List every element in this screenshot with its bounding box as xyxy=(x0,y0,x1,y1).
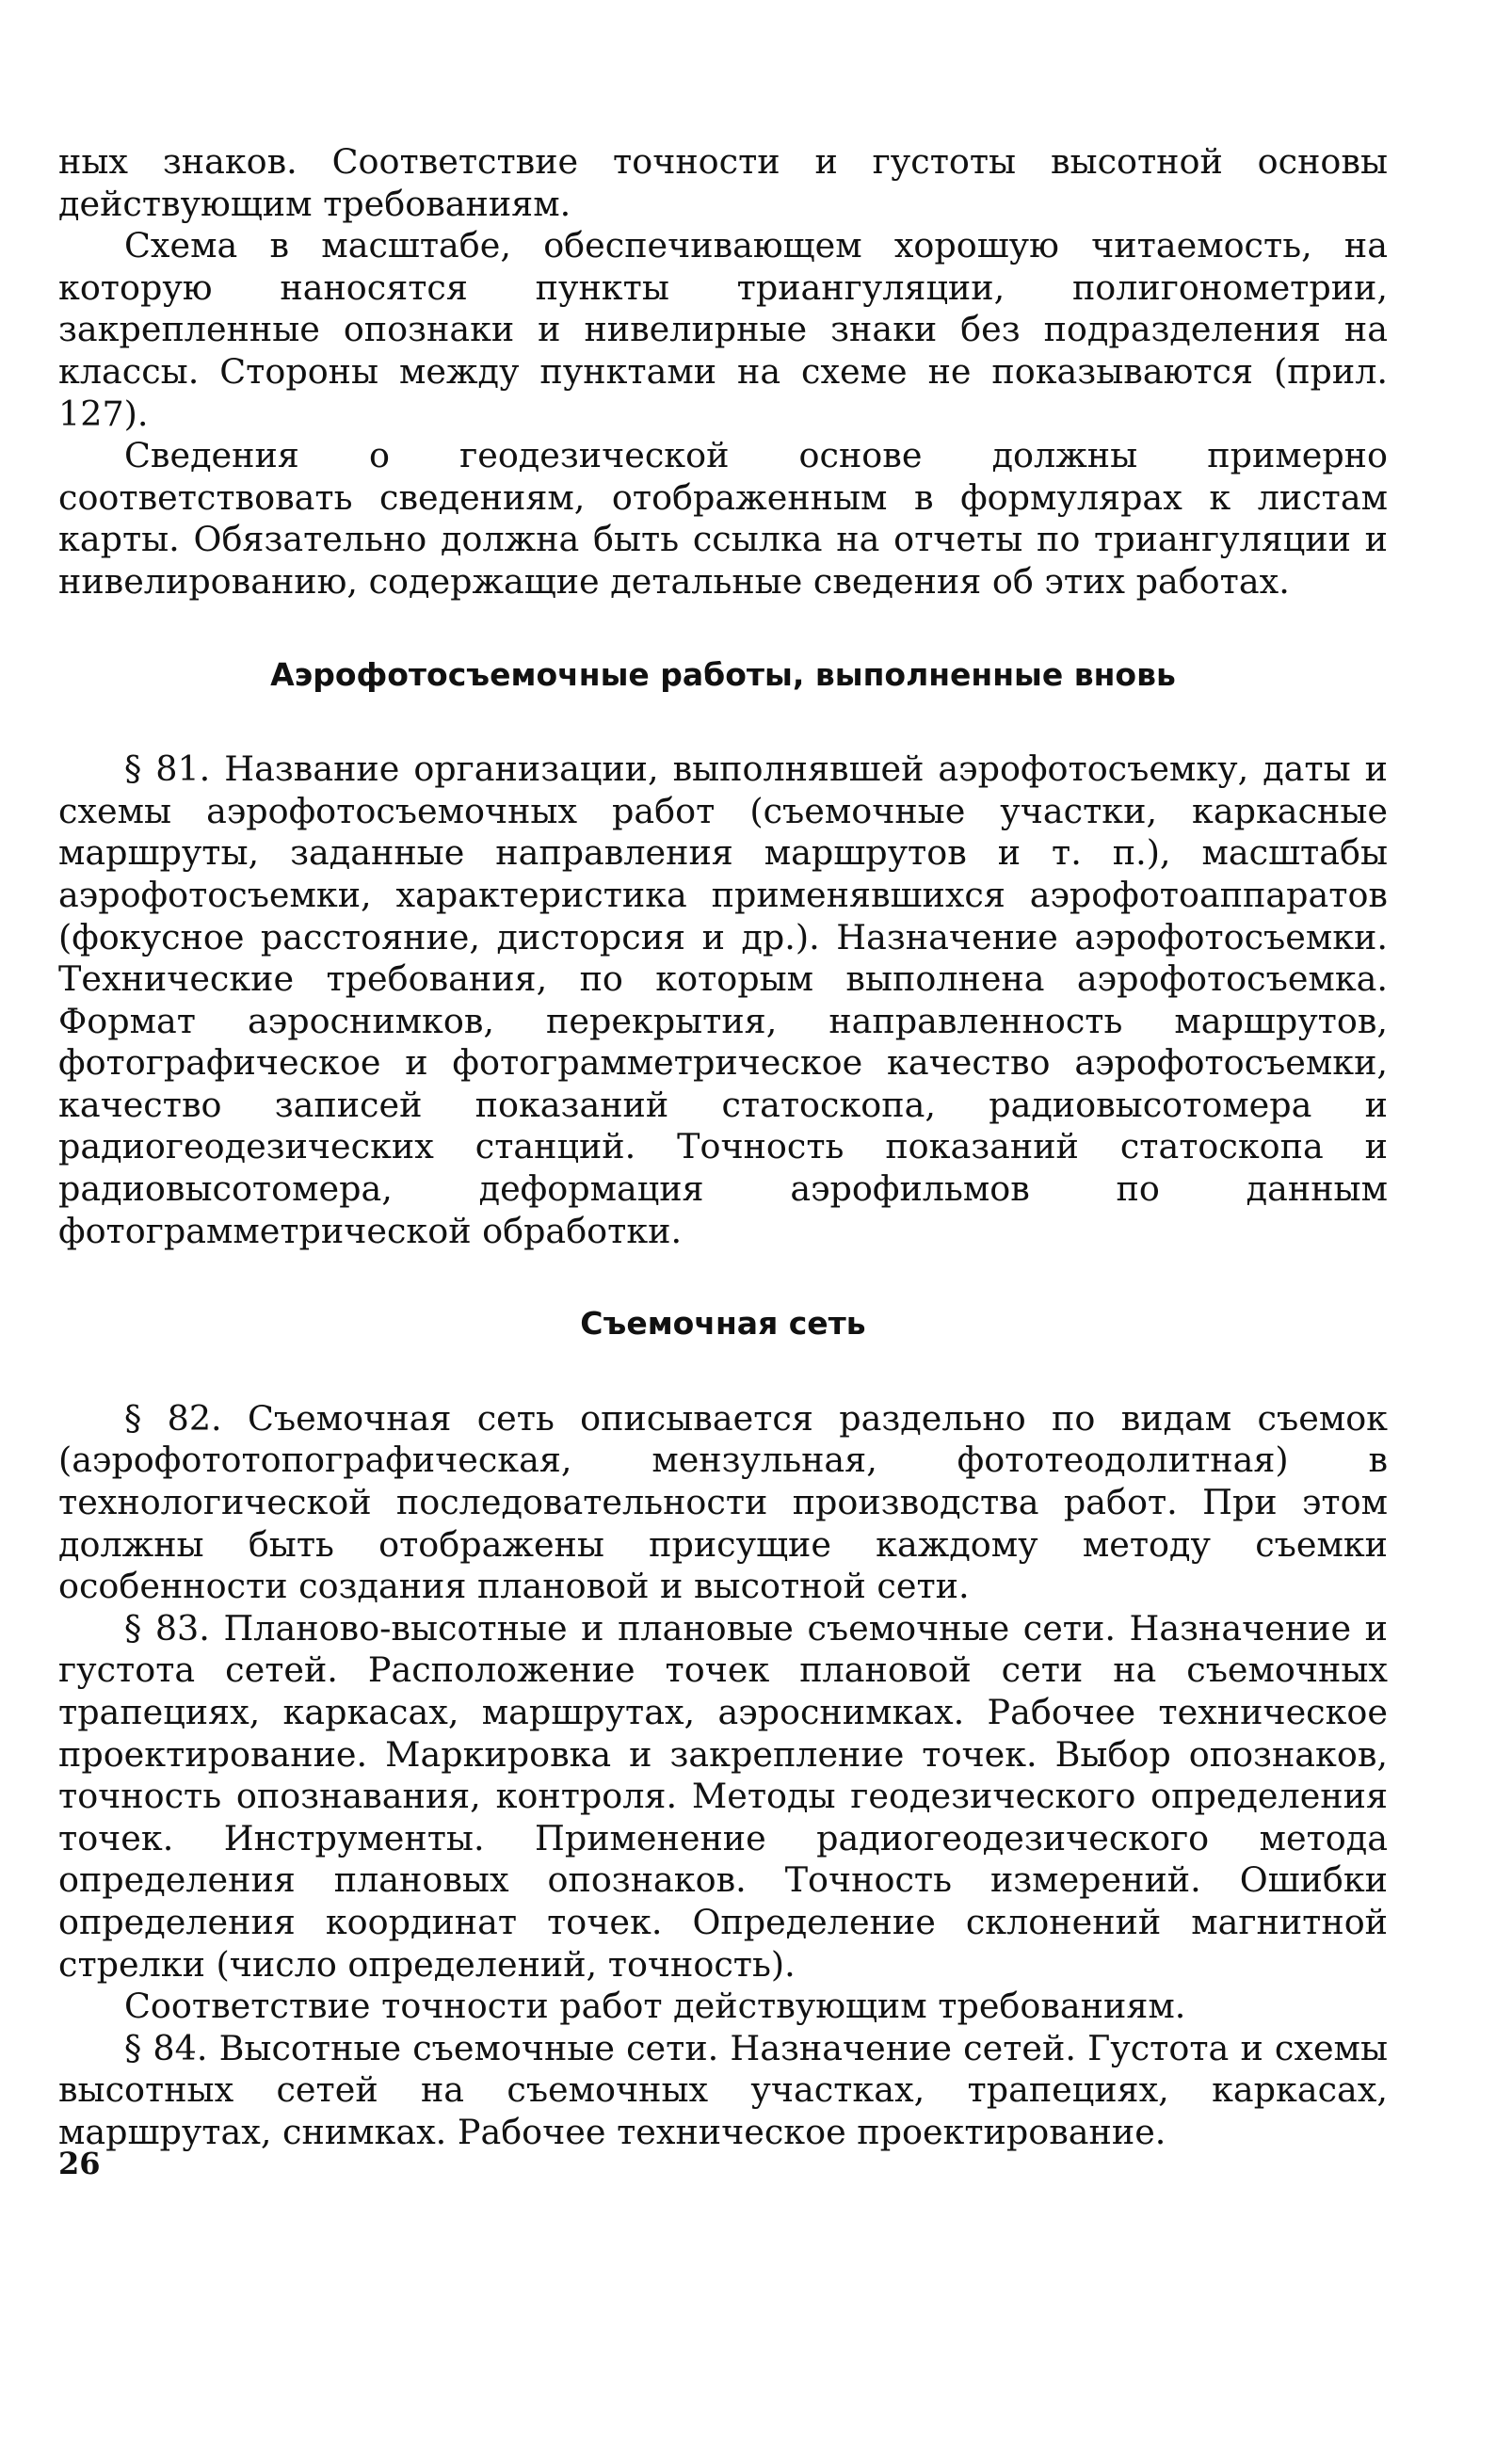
section-heading-aerial-survey: Аэрофотосъемочные работы, выполненные вновь xyxy=(270,655,1176,693)
paragraph-continued: ных знаков. Соответствие точности и густоты высотной основы действующим требованиям. xyxy=(58,141,1388,224)
page-number: 26 xyxy=(58,2146,101,2181)
spacer xyxy=(58,696,1388,748)
paragraph-scheme: Схема в масштабе, обеспечивающем хорошую читаемость, на которую наносятся пункты триангуляции, полигонометрии, закрепленные опознаки и нивелирные знаки без подразделения на классы. Стороны между пунктами на схеме не показываются (прил. 127). xyxy=(58,225,1388,434)
paragraph-84: § 84. Высотные съемочные сети. Назначение сетей. Густота и схемы высотных сетей на съемочных участках, трапециях, каркасах, маршрутах, снимках. Рабочее техническое проектирование. xyxy=(58,2027,1388,2152)
section-heading-survey-network: Съемочная сеть xyxy=(580,1305,866,1343)
spacer xyxy=(58,1345,1388,1398)
body-text xyxy=(58,141,1388,2154)
spacer xyxy=(58,1252,1388,1303)
paragraph-geodetic-info: Сведения о геодезической основе должны примерно соответствовать сведениям, отображенным в формулярах к листам карты. Обязательно должна быть ссылка на отчеты по триангуляции и нивелированию, содержащие детальные сведения об этих работах. xyxy=(58,435,1388,602)
paragraph-83: § 83. Планово-высотные и плановые съемочные сети. Назначение и густота сетей. Расположение точек плановой сети на съемочных трапециях, каркасах, маршрутах, аэроснимках. Рабочее техническое проектирование. Маркировка и закрепление точек. Выбор опознаков, точность опознавания, контроля. Методы геодезического определения точек. Инструменты. Применение радиогеодезического метода определения плановых опознаков. Точность измерений. Ошибки определения координат точек. Определение склонений магнитной стрелки (число определений, точность). xyxy=(58,1607,1388,1985)
spacer xyxy=(58,603,1388,654)
paragraph-83-continued: Соответствие точности работ действующим требованиям. xyxy=(124,1986,1186,2027)
paragraph-82: § 82. Съемочная сеть описывается раздельно по видам съемок (аэрофототопографическая, мензульная, фототеодолитная) в технологической последовательности производства работ. При этом должны быть отображены присущие каждому методу съемки особенности создания плановой и высотной сети. xyxy=(58,1397,1388,1607)
paragraph-81: § 81. Название организации, выполнявшей аэрофотосъемку, даты и схемы аэрофотосъемочных работ (съемочные участки, каркасные маршруты, заданные направления маршрутов и т. п.), масштабы аэрофотосъемки, характеристика применявшихся аэрофотоаппаратов (фокусное расстояние, дисторсия и др.). Назначение аэрофотосъемки. Технические требования, по которым выполнена аэрофотосъемка. Формат аэроснимков, перекрытия, направленность маршрутов, фотографическое и фотограмметрическое качество аэрофотосъемки, качество записей показаний статоскопа, радиовысотомера и радиогеодезических станций. Точность показаний статоскопа и радиовысотомера, деформация аэрофильмов по данным фотограмметрической обработки. xyxy=(58,748,1388,1251)
